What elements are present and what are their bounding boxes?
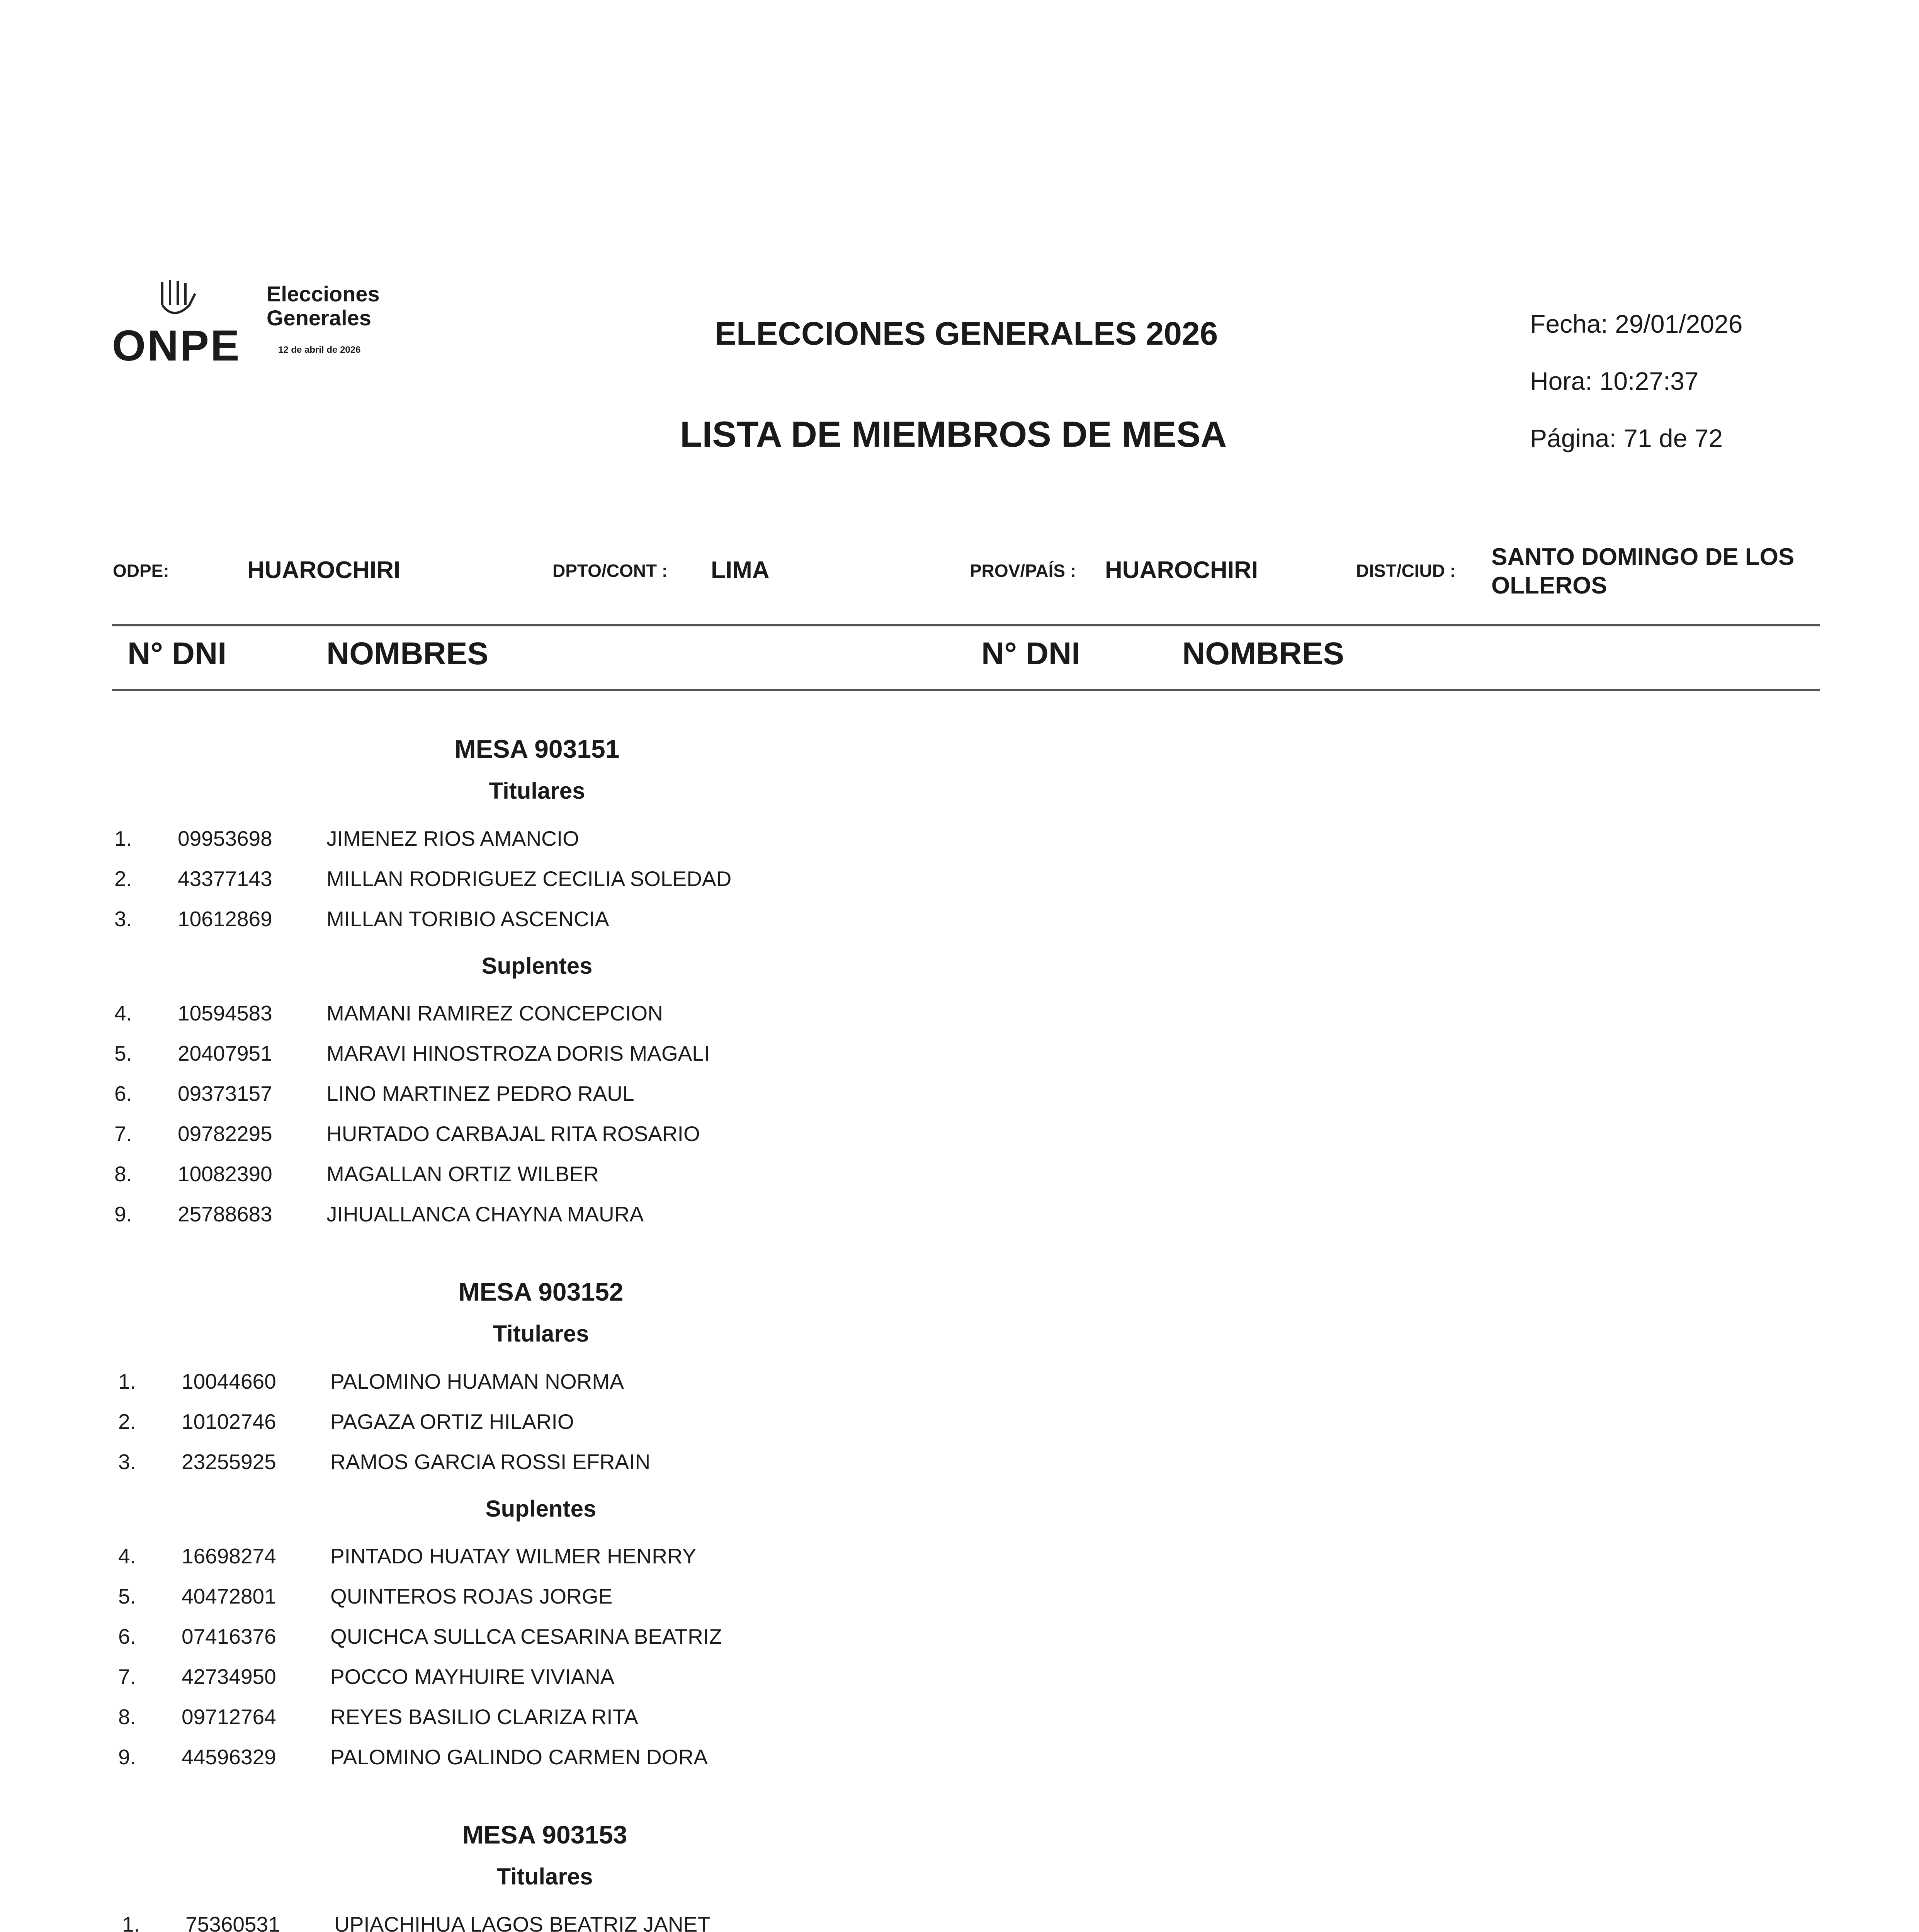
col-num-dni-left: N° DNI [127, 636, 227, 671]
member-number: 2. [114, 867, 132, 891]
mesa-title: MESA 903153 [462, 1820, 627, 1849]
member-row [116, 1704, 889, 1735]
member-number: 1. [114, 827, 132, 850]
prov-value: HUAROCHIRI [1105, 557, 1258, 583]
member-name: PINTADO HUATAY WILMER HENRRY [330, 1544, 697, 1568]
suplentes-heading: Suplentes [481, 953, 593, 979]
elecciones-generales-mark: Elecciones Generales [267, 282, 380, 330]
member-name: QUINTEROS ROJAS JORGE [330, 1584, 613, 1608]
member-row [116, 1624, 889, 1655]
mesa-title: MESA 903151 [454, 735, 620, 763]
member-dni: 20407951 [178, 1041, 272, 1065]
member-name: UPIACHIHUA LAGOS BEATRIZ JANET [334, 1912, 710, 1932]
onpe-wordmark: ONPE [112, 321, 241, 370]
member-dni: 42734950 [182, 1665, 276, 1689]
col-num-dni-right: N° DNI [981, 636, 1081, 671]
member-number: 7. [118, 1665, 136, 1689]
member-name: POCCO MAYHUIRE VIVIANA [330, 1665, 615, 1689]
member-dni: 09782295 [178, 1122, 272, 1146]
member-name: MAMANI RAMIREZ CONCEPCION [326, 1001, 663, 1025]
election-date-mark: 12 de abril de 2026 [278, 345, 361, 355]
member-row [112, 1202, 885, 1233]
member-dni: 09373157 [178, 1082, 272, 1105]
dpto-label: DPTO/CONT : [552, 561, 668, 581]
member-number: 5. [118, 1584, 136, 1608]
col-nombres-right: NOMBRES [1182, 636, 1344, 671]
member-name: MAGALLAN ORTIZ WILBER [326, 1162, 599, 1186]
member-row [120, 1912, 892, 1932]
member-dni: 25788683 [178, 1202, 272, 1226]
page-subtitle: LISTA DE MIEMBROS DE MESA [680, 414, 1227, 454]
dist-label: DIST/CIUD : [1356, 561, 1456, 581]
member-dni: 10044660 [182, 1369, 276, 1393]
member-number: 9. [114, 1202, 132, 1226]
hora: Hora: 10:27:37 [1530, 367, 1699, 395]
member-row [112, 1121, 885, 1152]
member-dni: 10102746 [182, 1410, 276, 1434]
header-rule-bottom [112, 689, 1820, 691]
member-dni: 10082390 [178, 1162, 272, 1186]
member-row [116, 1544, 889, 1575]
dist-value: SANTO DOMINGO DE LOS OLLEROS [1491, 544, 1795, 599]
member-name: PALOMINO GALINDO CARMEN DORA [330, 1745, 708, 1769]
member-row [112, 906, 885, 937]
member-dni: 44596329 [182, 1745, 276, 1769]
member-number: 8. [118, 1705, 136, 1729]
member-dni: 23255925 [182, 1450, 276, 1474]
onpe-logo [112, 270, 406, 371]
member-dni: 75360531 [185, 1912, 280, 1932]
member-dni: 40472801 [182, 1584, 276, 1608]
member-row [116, 1745, 889, 1776]
member-number: 7. [114, 1122, 132, 1146]
member-dni: 09953698 [178, 827, 272, 850]
titulares-heading: Titulares [496, 1864, 593, 1889]
member-name: PAGAZA ORTIZ HILARIO [330, 1410, 574, 1434]
col-nombres-left: NOMBRES [326, 636, 489, 671]
member-name: JIMENEZ RIOS AMANCIO [326, 827, 579, 850]
member-dni: 10594583 [178, 1001, 272, 1025]
member-name: REYES BASILIO CLARIZA RITA [330, 1705, 638, 1729]
member-name: HURTADO CARBAJAL RITA ROSARIO [326, 1122, 700, 1146]
member-name: RAMOS GARCIA ROSSI EFRAIN [330, 1450, 651, 1474]
member-row [112, 1001, 885, 1032]
member-row [112, 1041, 885, 1072]
header-rule-top [112, 624, 1820, 626]
member-name: LINO MARTINEZ PEDRO RAUL [326, 1082, 634, 1105]
dpto-value: LIMA [711, 557, 770, 583]
member-number: 9. [118, 1745, 136, 1769]
member-dni: 10612869 [178, 907, 272, 931]
member-name: MILLAN RODRIGUEZ CECILIA SOLEDAD [326, 867, 732, 891]
member-row [116, 1584, 889, 1615]
member-dni: 09712764 [182, 1705, 276, 1729]
member-row [112, 1162, 885, 1192]
pagina: Página: 71 de 72 [1530, 424, 1723, 452]
member-dni: 43377143 [178, 867, 272, 891]
page-title: ELECCIONES GENERALES 2026 [715, 315, 1218, 352]
titulares-heading: Titulares [493, 1321, 589, 1347]
member-row [112, 866, 885, 897]
member-name: MILLAN TORIBIO ASCENCIA [326, 907, 609, 931]
odpe-value: HUAROCHIRI [247, 557, 401, 583]
member-name: JIHUALLANCA CHAYNA MAURA [326, 1202, 644, 1226]
member-row [116, 1449, 889, 1480]
member-number: 8. [114, 1162, 132, 1186]
mesa-title: MESA 903152 [458, 1277, 624, 1306]
odpe-label: ODPE: [113, 561, 169, 581]
member-number: 4. [118, 1544, 136, 1568]
member-row [112, 826, 885, 857]
member-number: 1. [118, 1369, 136, 1393]
member-row [116, 1409, 889, 1440]
member-dni: 16698274 [182, 1544, 276, 1568]
member-row [116, 1664, 889, 1695]
member-row [116, 1369, 889, 1400]
member-number: 3. [118, 1450, 136, 1474]
member-number: 6. [114, 1082, 132, 1105]
member-number: 4. [114, 1001, 132, 1025]
titulares-heading: Titulares [489, 778, 585, 804]
member-number: 1. [122, 1912, 140, 1932]
member-number: 3. [114, 907, 132, 931]
prov-label: PROV/PAÍS : [970, 561, 1076, 581]
suplentes-heading: Suplentes [485, 1496, 597, 1522]
member-name: QUICHCA SULLCA CESARINA BEATRIZ [330, 1624, 722, 1648]
member-number: 2. [118, 1410, 136, 1434]
member-number: 6. [118, 1624, 136, 1648]
member-row [112, 1081, 885, 1112]
member-number: 5. [114, 1041, 132, 1065]
member-name: MARAVI HINOSTROZA DORIS MAGALI [326, 1041, 710, 1065]
fecha: Fecha: 29/01/2026 [1530, 310, 1743, 338]
member-dni: 07416376 [182, 1624, 276, 1648]
member-name: PALOMINO HUAMAN NORMA [330, 1369, 624, 1393]
